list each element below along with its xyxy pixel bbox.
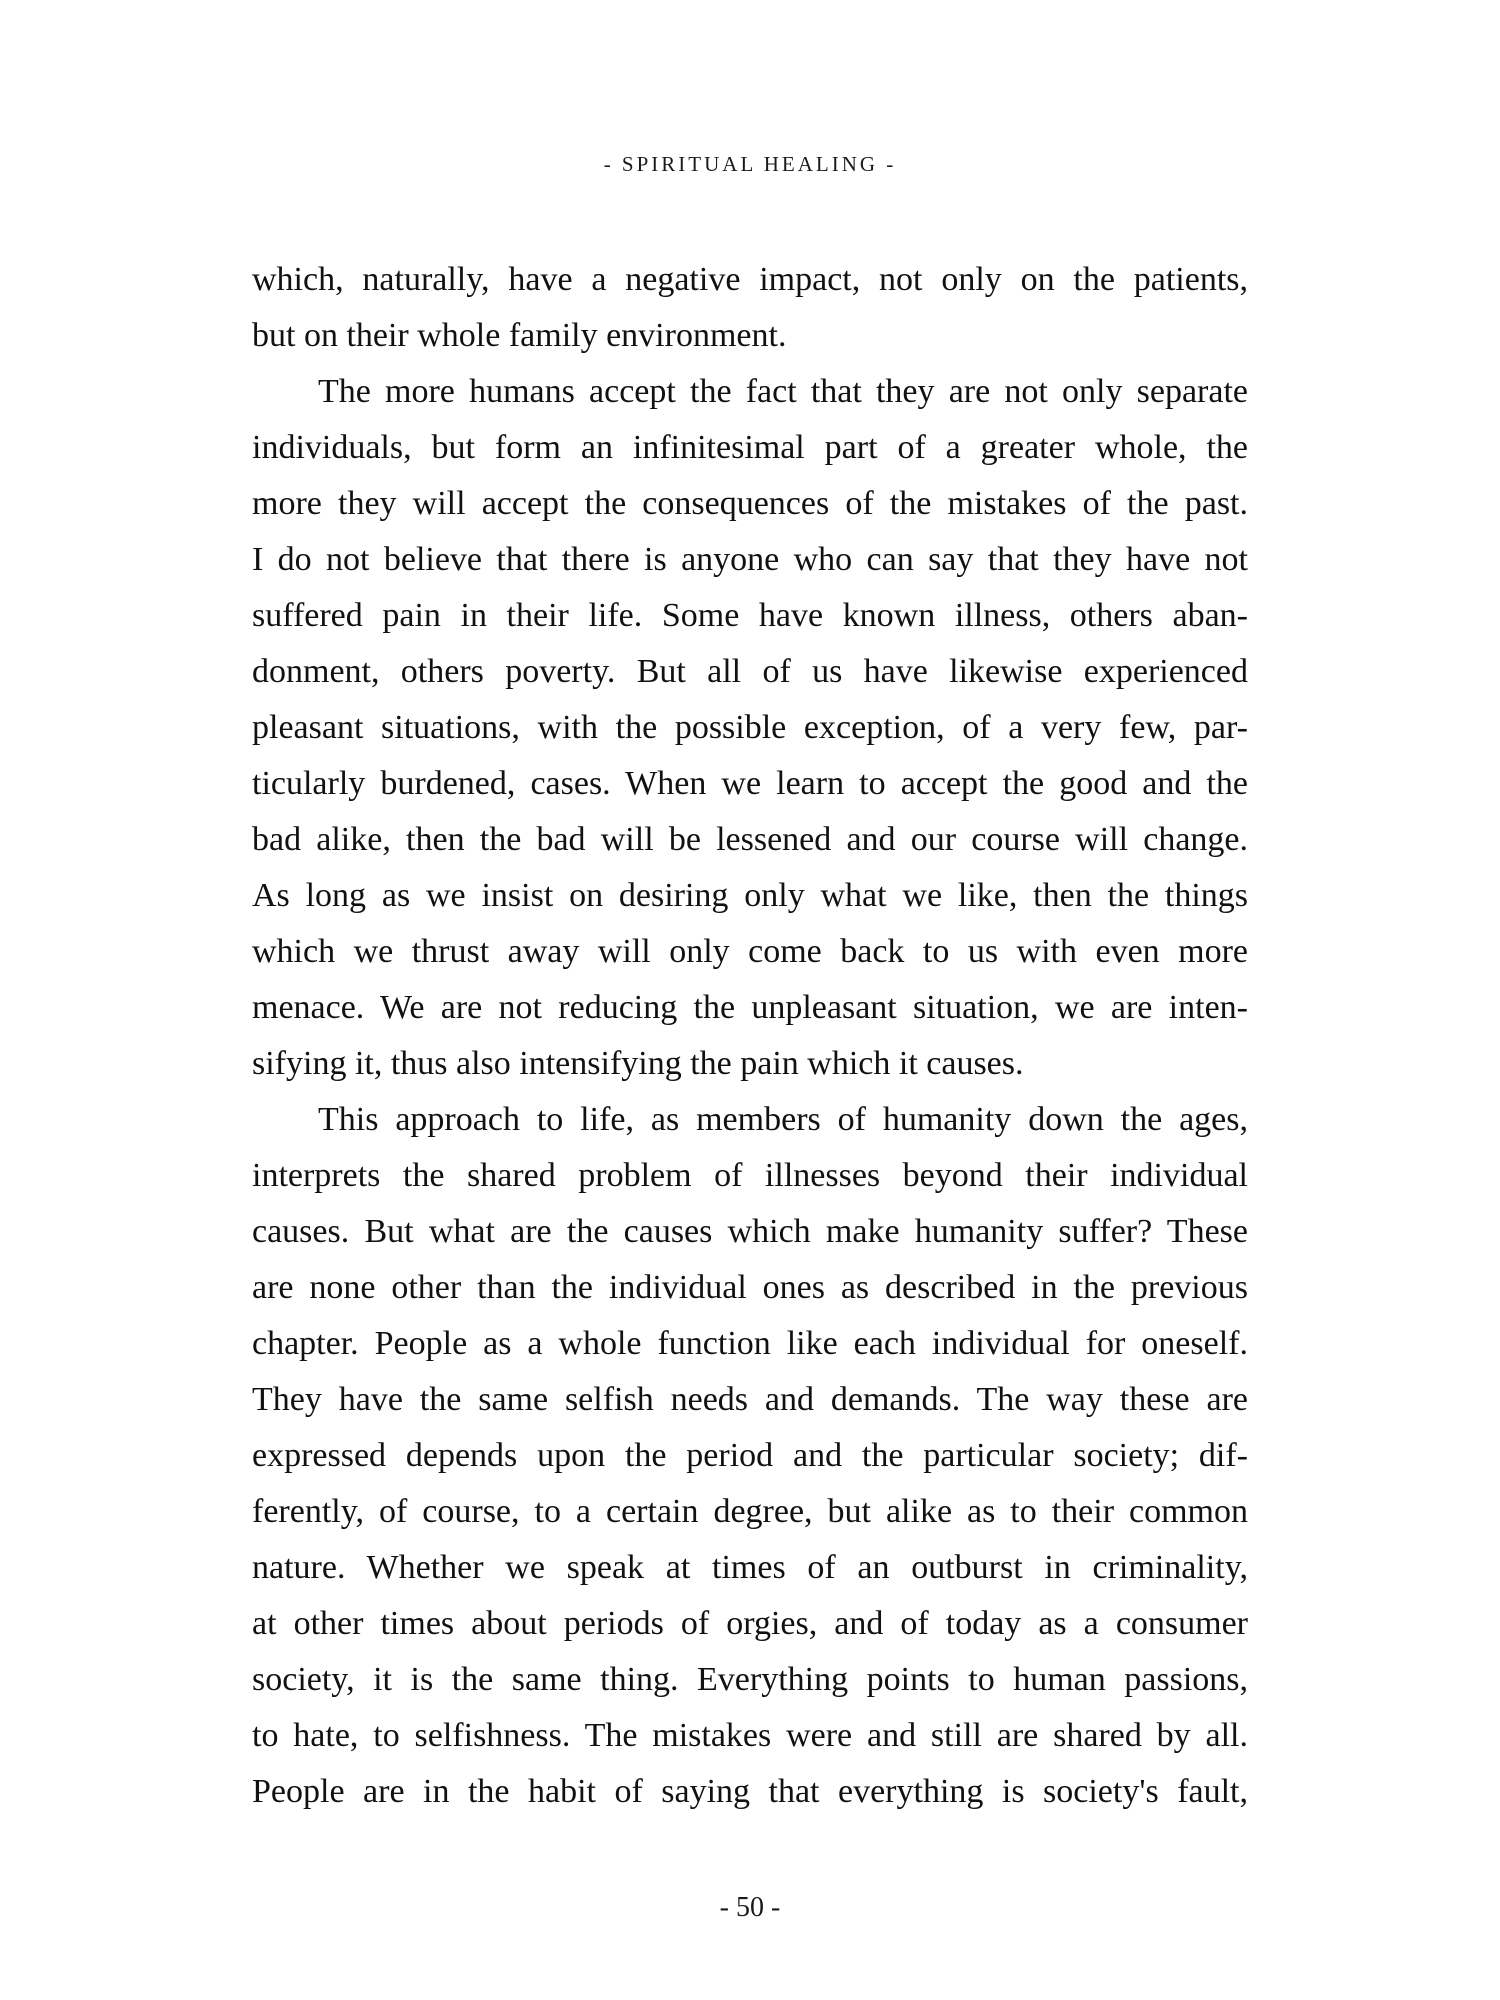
text-line: to hate, to selfishness. The mistakes were and still are shared by all. <box>252 1717 1248 1754</box>
text-line: nature. Whether we speak at times of an outburst in criminality, <box>252 1549 1248 1586</box>
text-line: People are in the habit of saying that everything is society's fault, <box>252 1773 1248 1810</box>
text-line: bad alike, then the bad will be lessened and our course will change. <box>252 821 1248 858</box>
text-line: which, naturally, have a negative impact, not only on the patients, <box>252 261 1248 298</box>
text-line: sifying it, thus also intensifying the pain which it causes. <box>252 1045 1024 1082</box>
text-line: suffered pain in their life. Some have known illness, others aban- <box>252 597 1248 634</box>
text-line: ticularly burdened, cases. When we learn to accept the good and the <box>252 765 1248 802</box>
body-text <box>252 252 1248 1820</box>
page-number: - 50 - <box>719 1892 781 1923</box>
text-line: are none other than the individual ones as described in the previous <box>252 1269 1248 1306</box>
text-line: society, it is the same thing. Everything points to human passions, <box>252 1661 1248 1698</box>
text-line: This approach to life, as members of humanity down the ages, <box>318 1101 1248 1138</box>
text-line: individuals, but form an infinitesimal part of a greater whole, the <box>252 429 1248 466</box>
text-line: donment, others poverty. But all of us have likewise experienced <box>252 653 1248 690</box>
text-line: causes. But what are the causes which make humanity suffer? These <box>252 1213 1248 1250</box>
text-line: but on their whole family environment. <box>252 317 787 354</box>
text-line: more they will accept the consequences of the mistakes of the past. <box>252 485 1248 522</box>
text-line: interprets the shared problem of illnesses beyond their individual <box>252 1157 1248 1194</box>
text-line: expressed depends upon the period and the particular society; dif- <box>252 1437 1248 1474</box>
text-line: ferently, of course, to a certain degree, but alike as to their common <box>252 1493 1248 1530</box>
text-line: They have the same selfish needs and demands. The way these are <box>252 1381 1248 1418</box>
text-line: menace. We are not reducing the unpleasant situation, we are inten- <box>252 989 1248 1026</box>
text-line: I do not believe that there is anyone who can say that they have not <box>252 541 1248 578</box>
text-line: pleasant situations, with the possible exception, of a very few, par- <box>252 709 1248 746</box>
text-line: As long as we insist on desiring only what we like, then the things <box>252 877 1248 914</box>
text-line: The more humans accept the fact that they are not only separate <box>318 373 1248 410</box>
text-line: which we thrust away will only come back to us with even more <box>252 933 1248 970</box>
text-line: at other times about periods of orgies, and of today as a consumer <box>252 1605 1248 1642</box>
text-line: chapter. People as a whole function like each individual for oneself. <box>252 1325 1248 1362</box>
running-head: - SPIRITUAL HEALING - <box>603 152 897 176</box>
